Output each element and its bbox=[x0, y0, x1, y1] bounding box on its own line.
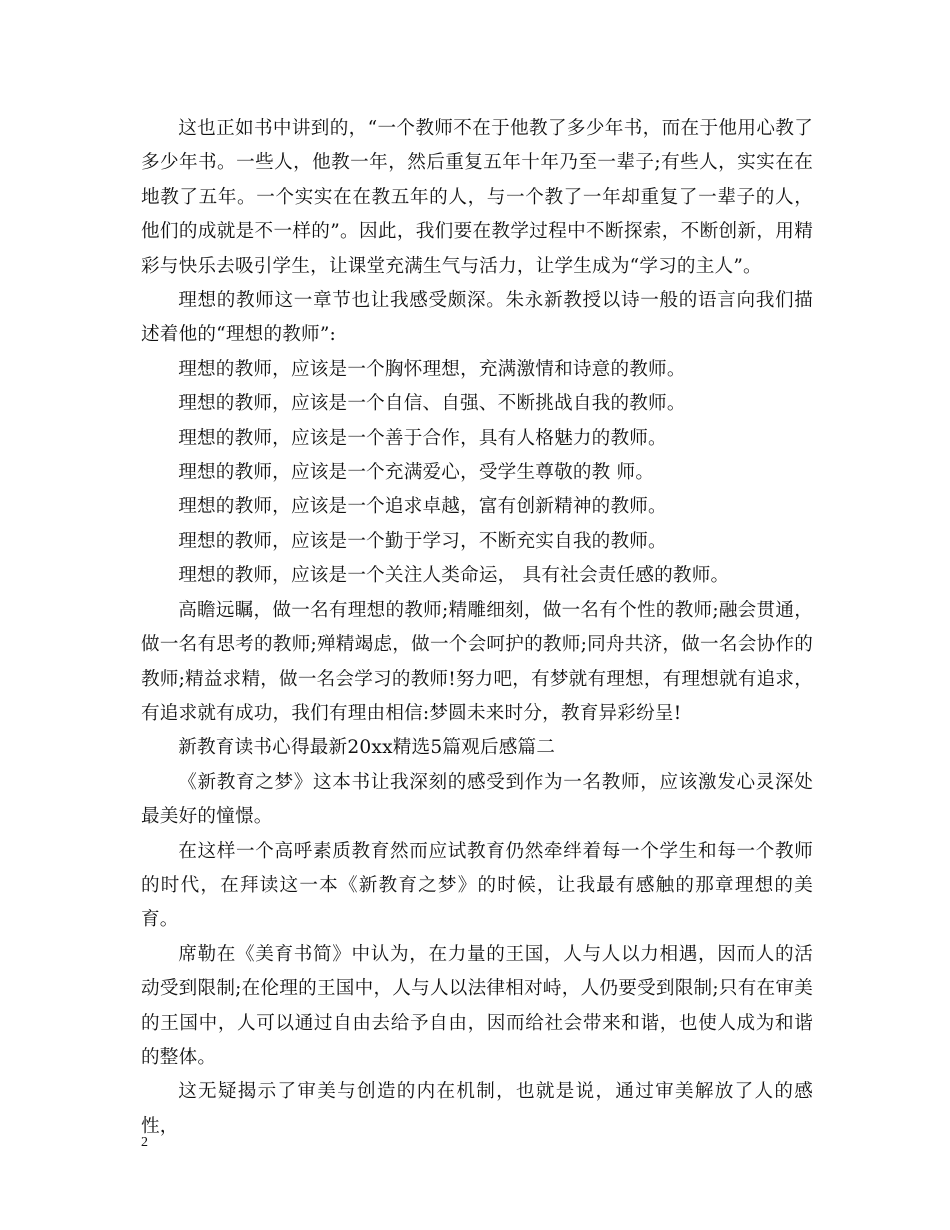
paragraph: 高瞻远瞩，做一名有理想的教师;精雕细刻，做一名有个性的教师;融会贯通，做一名有思考的教师;殚精竭虑，做一个会呵护的教师;同舟共济，做一名会协作的教师;精益求精，做一名会学习的教师!努力吧，有梦就有理想，有理想就有追求，有追求就有成功，我们有理由相信:梦圆未来时分，教育异彩纷呈! bbox=[141, 599, 813, 724]
paragraph: 这也正如书中讲到的，“一个教师不在于他教了多少年书，而在于他用心教了多少年书。一些人，他教一年，然后重复五年十年乃至一辈子;有些人，实实在在地教了五年。一个实实在在教五年的人，与一个教了一年却重复了一辈子的人，他们的成就是不一样的”。因此，我们要在教学过程中不断探索，不断创新，用精彩与快乐去吸引学生，让课堂充满生气与活力，让学生成为“学习的主人”。 bbox=[141, 118, 813, 277]
paragraph: 《新教育之梦》这本书让我深刻的感受到作为一名教师，应该激发心灵深处最美好的憧憬。 bbox=[141, 771, 813, 828]
paragraph: 理想的教师，应该是一个追求卓越，富有创新精神的教师。 bbox=[178, 496, 667, 518]
paragraph: 理想的教师，应该是一个勤于学习，不断充实自我的教师。 bbox=[178, 530, 667, 552]
paragraph: 理想的教师这一章节也让我感受颇深。朱永新教授以诗一般的语言向我们描述着他的“理想的教师”: bbox=[141, 290, 813, 346]
paragraph: 理想的教师，应该是一个胸怀理想，充满激情和诗意的教师。 bbox=[178, 358, 686, 380]
section-heading: 新教育读书心得最新20xx精选5篇观后感篇二 bbox=[178, 737, 556, 759]
paragraph: 理想的教师，应该是一个善于合作，具有人格魅力的教师。 bbox=[178, 427, 667, 449]
page-number: 2 bbox=[141, 1135, 148, 1150]
paragraph: 理想的教师，应该是一个自信、自强、不断挑战自我的教师。 bbox=[178, 393, 686, 415]
paragraph: 在这样一个高呼素质教育然而应试教育仍然牵绊着每一个学生和每一个教师的时代，在拜读这一本《新教育之梦》的时候，让我最有感触的那章理想的美育。 bbox=[141, 840, 813, 931]
paragraph: 席勒在《美育书简》中认为，在力量的王国，人与人以力相遇，因而人的活动受到限制;在伦理的王国中，人与人以法律相对峙，人仍要受到限制;只有在审美的王国中，人可以通过自由去给予自由，因而给社会带来和谐，也使人成为和谐的整体。 bbox=[141, 943, 813, 1068]
paragraph: 理想的教师，应该是一个关注人类命运， 具有社会责任感的教师。 bbox=[178, 565, 730, 587]
document-body bbox=[141, 112, 813, 1144]
paragraph: 理想的教师，应该是一个充满爱心，受学生尊敬的教 师。 bbox=[178, 462, 655, 484]
paragraph: 这无疑揭示了审美与创造的内在机制，也就是说，通过审美解放了人的感性， bbox=[141, 1081, 813, 1137]
